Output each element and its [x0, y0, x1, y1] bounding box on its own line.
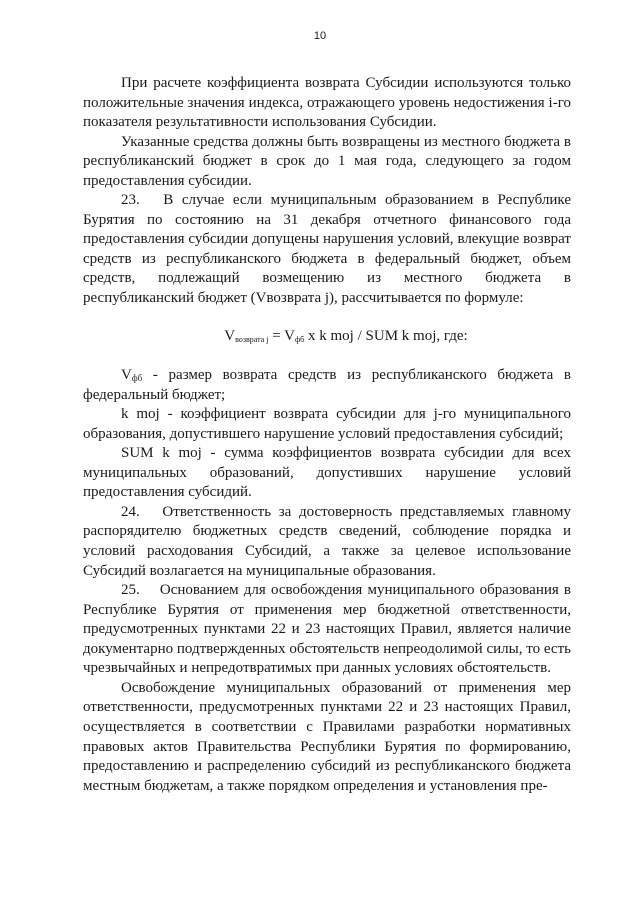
definition-kmoj: k moj - коэффициент возврата субсидии для j-го муниципального образования, допустившего нарушение условий предоставления субсидий;: [83, 406, 571, 442]
paragraph-item-23: 23. В случае если муниципальным образованием в Республике Бурятия по состоянию на 31 декабря отчетного финансового года предоставления субсидии допущены нарушения условий, влекущие возврат средств из республиканского бюджета в федеральный бюджет, объем средств, подлежащий возмещению из местного бюджета в республиканский бюджет (Vвозврата j), рассчитывается по формуле:: [83, 192, 571, 307]
formula-v: V: [224, 327, 236, 344]
paragraph-item-25: 25. Основанием для освобождения муниципального образования в Республике Бурятия от применения мер бюджетной ответственности, предусмотренных пунктами 22 и 23 настоящих Правил, является наличие документарно подтвержденных обстоятельств непреодолимой силы, то есть чрезвычайных и непредотвратимых при данных условиях обстоятельств.: [83, 582, 571, 677]
formula-rest: x k moj / SUM k moj, где:: [304, 327, 468, 344]
formula-eq: = V: [268, 327, 295, 344]
paragraph: При расчете коэффициента возврата Субсидии используются только положительные значения индекса, отражающего уровень недостижения i-го показателя результативности использования Субсидии.: [83, 75, 571, 131]
formula-sub-right: фб: [295, 334, 305, 344]
definition-vfb: [83, 366, 571, 405]
page-number: 10: [313, 30, 327, 42]
definition-sub: фб: [131, 373, 143, 384]
paragraph-item-24: 24. Ответственность за достоверность представляемых главному распорядителю бюджетных средств сведений, соблюдение порядка и условий расходования Субсидий, а также за целевое использование Субсидий возлагается на муниципальные образования.: [83, 503, 571, 579]
paragraph: Указанные средства должны быть возвращены из местного бюджета в республиканский бюджет в срок до 1 мая года, следующего за годом предоставления субсидии.: [83, 133, 571, 189]
definition-text: - размер возврата средств из республиканского бюджета в федеральный бюджет;: [83, 367, 571, 403]
definition-sum: SUM k moj - сумма коэффициентов возврата субсидии для всех муниципальных образований, допустивших нарушение условий предоставления субсидий.: [83, 445, 571, 501]
paragraph: Освобождение муниципальных образований от применения мер ответственности, предусмотренных пунктами 22 и 23 настоящих Правил, осуществляется в соответствии с Правилами разработки нормативных правовых актов Правительства Республики Бурятия по формированию, предоставлению и распределению субсидий из республиканского бюджета местным бюджетам, а также порядком определения и установления пре-: [83, 679, 571, 794]
formula: [83, 327, 571, 347]
definition-v: V: [121, 367, 132, 384]
formula-sub-left: возврата j: [235, 334, 269, 344]
document-body: [83, 74, 571, 796]
